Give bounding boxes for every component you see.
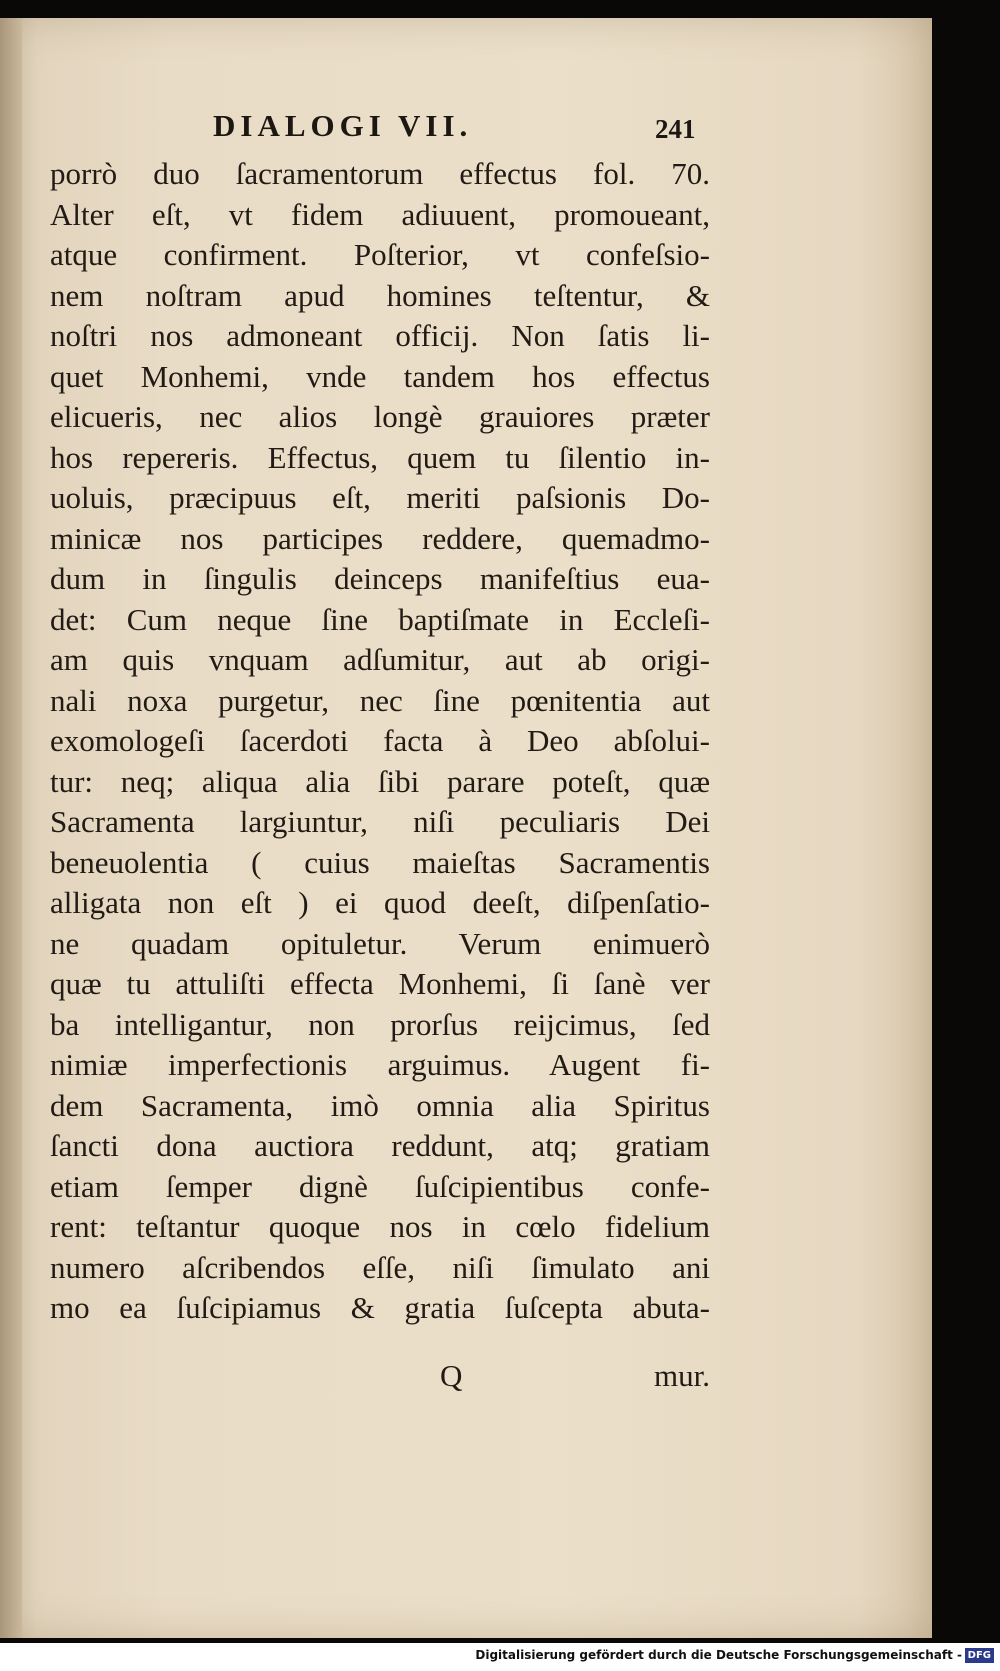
text-line: quet Monhemi, vnde tandem hos effectus	[50, 358, 710, 394]
text-line: ne quadam opituletur. Verum enimuerò	[50, 925, 710, 961]
text-line: minicæ nos participes reddere, quemadmo-	[50, 520, 710, 556]
text-line: noſtri nos admoneant officij. Non ſatis li-	[50, 318, 710, 353]
book-page	[0, 18, 932, 1638]
text-line: atque confirment. Poſterior, vt confeſsio-	[50, 237, 710, 272]
text-line: alligata non eſt ) ei quod deeſt, diſpenſatio-	[50, 885, 710, 920]
text-line: Sacramenta largiuntur, niſi peculiaris Dei	[50, 804, 710, 839]
text-line: porrò duo ſacramentorum effectus fol. 70.	[50, 156, 710, 191]
running-head-title: DIALOGI VII.	[213, 108, 473, 143]
body-text	[50, 154, 710, 1329]
signature-mark: Q	[440, 1358, 463, 1393]
text-line: tur: neq; aliqua alia ſibi parare poteſt, quæ	[50, 763, 710, 799]
text-line: Alter eſt, vt fidem adiuuent, promoueant,	[50, 196, 710, 232]
text-line: dem Sacramenta, imò omnia alia Spiritus	[50, 1087, 710, 1123]
digitization-credit: Digitalisierung gefördert durch die Deutsche Forschungsgemeinschaft -	[475, 1648, 962, 1662]
catchword: mur.	[654, 1358, 710, 1393]
text-line: rent: teſtantur quoque nos in cœlo fidelium	[50, 1209, 710, 1244]
text-line: det: Cum neque ſine baptiſmate in Eccleſi-	[50, 601, 710, 637]
page-number: 241	[655, 114, 696, 144]
text-line: ba intelligantur, non prorſus reijcimus, ſed	[50, 1006, 710, 1042]
text-line: am quis vnquam adſumitur, aut ab origi-	[50, 642, 710, 677]
text-line: beneuolentia ( cuius maieſtas Sacramentis	[50, 844, 710, 880]
text-line: nali noxa purgetur, nec ſine pœnitentia aut	[50, 682, 710, 718]
text-line: hos repereris. Effectus, quem tu ſilentio in-	[50, 439, 710, 475]
text-line: nem noſtram apud homines teſtentur, &	[50, 277, 710, 313]
catchword-line	[50, 1358, 710, 1398]
text-line: dum in ſingulis deinceps manifeſtius eua-	[50, 561, 710, 596]
page-gutter-edge	[0, 18, 22, 1638]
text-line: quæ tu attuliſti effecta Monhemi, ſi ſanè ver	[50, 966, 710, 1001]
text-line: numero aſcribendos eſſe, niſi ſimulato ani	[50, 1249, 710, 1285]
text-line: exomologeſi ſacerdoti facta à Deo abſolui-	[50, 723, 710, 758]
footer-bar	[0, 1643, 1000, 1671]
text-line: ſancti dona auctiora reddunt, atq; gratiam	[50, 1128, 710, 1163]
text-line: elicueris, nec alios longè grauiores præter	[50, 399, 710, 434]
text-line: nimiæ imperfectionis arguimus. Augent fi-	[50, 1047, 710, 1082]
running-head	[0, 108, 932, 148]
text-line: etiam ſemper dignè ſuſcipientibus confe-	[50, 1168, 710, 1204]
text-line: mo ea ſuſcipiamus & gratia ſuſcepta abuta-	[50, 1290, 710, 1325]
text-line: uoluis, præcipuus eſt, meriti paſsionis Do-	[50, 480, 710, 515]
dfg-logo: DFG	[965, 1648, 994, 1663]
